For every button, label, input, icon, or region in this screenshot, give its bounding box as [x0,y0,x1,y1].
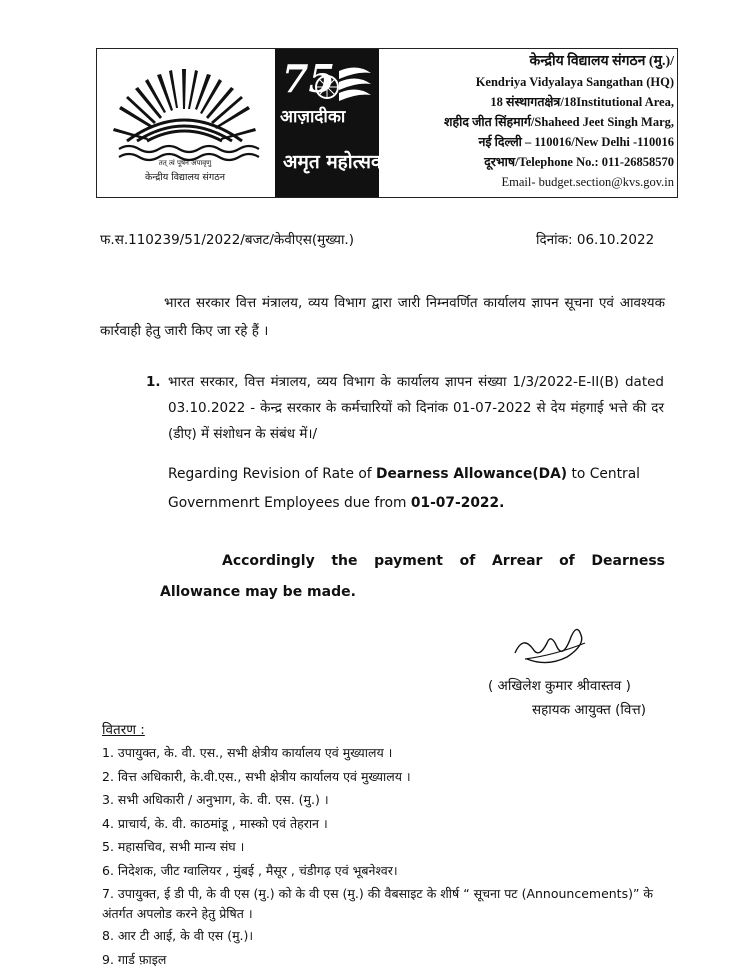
list-item: 5. महासचिव, सभी मान्य संघ । [102,839,245,854]
file-reference-number: फ.स.110239/51/2022/बजट/केवीएस(मुख्या.) [100,232,354,248]
logo-caption: केन्द्रीय विद्यालय संगठन [145,172,225,183]
signatory-designation: सहायक आयुक्त (वित्त) [532,702,646,718]
org-name-hindi: केन्द्रीय विद्यालय संगठन (मु.)/ [529,54,674,69]
org-name-english: Kendriya Vidyalaya Sangathan (HQ) [475,75,674,89]
list-item: 9. गार्ड फ़ाइल [102,951,167,967]
effective-date: 01-07-2022. [410,495,505,511]
dearness-allowance-label: Dearness Allowance(DA) [376,466,568,482]
item-hindi-text: भारत सरकार, वित्त मंत्रालय, व्यय विभाग के कार्यालय ज्ञापन संख्या 1/3/2022-E-II(B) dated 03.10.2022 - केन्द्र सरकार के कर्मचारियों को दिनांक 01-07-2022 से देय मंहगाई भत्ते की दर (डीए) में संशोधन के संबंध में।/ [168,374,664,442]
item-number: 1. [146,374,161,390]
organisation-address [380,52,674,192]
list-item: 6. निदेशक, जीट ग्वालियर , मुंबई , मैसूर , चंडीगढ़ एवं भूबनेश्वर। [102,862,398,878]
logo-motto: तत् त्वं पूषन अपावृणु [158,159,212,167]
payment-instruction: Accordingly the payment of Arrear of Dearness Allowance may be made. [160,553,665,600]
signatory-name: ( अखिलेश कुमार श्रीवास्तव ) [488,678,631,694]
handwritten-signature [505,615,605,679]
address-line-3: नई दिल्ली – 110016/New Delhi -110016 [478,135,674,149]
item-english-part-1: Regarding Revision of Rate of [168,466,377,482]
amrit-mahotsav-text: अमृत महोत्सव [283,151,382,173]
distribution-list [102,741,662,971]
list-item: 4. प्राचार्य, के. वी. काठमांडू , मास्को एवं तेहरान । [102,815,328,831]
list-item: 2. वित्त अधिकारी, के.वी.एस., सभी क्षेत्रीय कार्यालय एवं मुख्यालय । [102,768,411,784]
address-line-2: शहीद जीत सिंहमार्ग/Shaheed Jeet Singh Marg, [443,115,674,129]
address-line-1: 18 संस्थागतक्षेत्र/18Institutional Area, [490,95,674,109]
list-item: 7. उपायुक्त, ई डी पी, के वी एस (मु.) को के वी एस (मु.) की वैबसाइट के शीर्ष “ सूचना पट (Announcements)” के अंतर्गत अपलोड करने हेतु प्रेषित । [102,886,654,921]
item-english-part-2: to Central Governmenrt Employees due from [168,466,640,511]
list-item: 3. सभी अधिकारी / अनुभाग, के. वी. एस. (मु.) । [102,792,329,807]
azadi-75-numeral: 75 [282,56,335,101]
letter-date: दिनांक: 06.10.2022 [536,232,655,248]
memorandum-item-1 [146,369,664,447]
telephone: दूरभाष/Telephone No.: 011-26858570 [484,155,674,169]
email: Email- budget.section@kvs.gov.in [501,175,674,189]
list-item: 1. उपायुक्त, के. वी. एस., सभी क्षेत्रीय कार्यालय एवं मुख्यालय । [102,745,393,760]
list-item: 8. आर टी आई, के वी एस (मु.)। [102,928,254,943]
azadi-text: आज़ादीका [280,107,346,127]
distribution-heading: वितरण : [102,722,145,738]
item-english-text [168,460,668,518]
intro-paragraph: भारत सरकार वित्त मंत्रालय, व्यय विभाग द्वारा जारी निम्नवर्णित कार्यालय ज्ञापन सूचना एवं आवश्यक कार्रवाही हेतु जारी किए जा रहे हैं । [100,295,665,339]
